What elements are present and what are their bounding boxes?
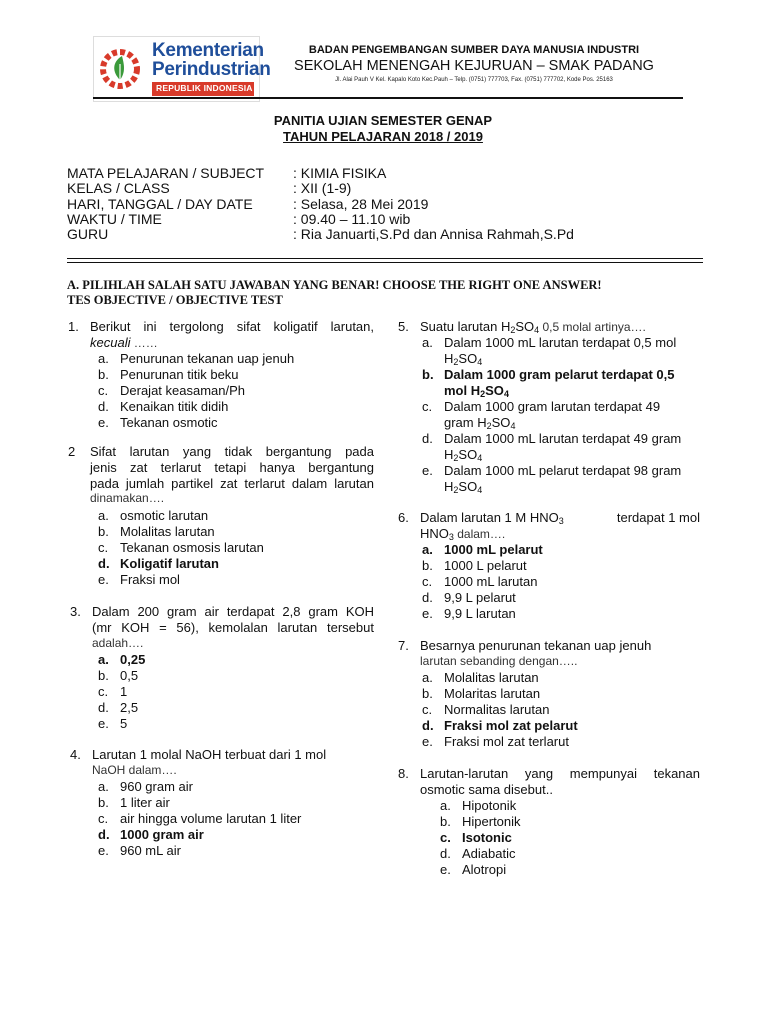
option-letter: b. (98, 367, 109, 382)
option-letter: e. (98, 572, 109, 587)
question-text: jenis zat terlarut tetapi hanya bergantung (90, 459, 374, 475)
option-text: Molalitas larutan (444, 670, 539, 685)
option-letter: a. (98, 351, 109, 366)
option-text: Penurunan titik beku (120, 367, 239, 382)
option-text: 1 (120, 684, 128, 699)
info-value-time: : 09.40 – 11.10 wib (293, 211, 411, 227)
info-label-teacher: GURU (67, 226, 109, 242)
question-text: dalam…. (453, 526, 506, 541)
question-text (420, 319, 705, 336)
question-8 (398, 766, 708, 881)
formula-subscript: 4 (534, 325, 540, 335)
info-value-teacher: : Ria Januarti,S.Pd dan Annisa Rahmah,S.Pd (293, 226, 574, 242)
question-text: larutan sebanding dengan….. (420, 653, 578, 668)
option-text: 960 gram air (120, 779, 193, 794)
question-text: kecuali (90, 334, 131, 350)
info-value-date: : Selasa, 28 Mei 2019 (293, 196, 429, 212)
option-text: Adiabatic (462, 846, 516, 861)
option-text: Fraksi mol zat terlarut (444, 734, 569, 749)
info-label-class: KELAS / CLASS (67, 180, 170, 196)
logo-text-kementerian: Kementerian (152, 40, 264, 61)
option-letter: c. (422, 702, 433, 717)
formula-subscript: 2 (510, 325, 516, 335)
option-letter: b. (98, 795, 109, 810)
option-text: Derajat keasaman/Ph (120, 383, 246, 398)
option-letter: b. (98, 524, 109, 539)
option-formula: $H_2SO_4$ (444, 447, 483, 463)
option-letter: d. (98, 399, 109, 414)
question-text: dinamakan…. (90, 491, 165, 506)
option-text: Fraksi mol (120, 572, 180, 587)
question-text: adalah…. (92, 635, 144, 650)
question-text: (mr KOH = 56), kemolalan larutan tersebut (92, 619, 374, 635)
gear-leaf-icon (98, 42, 142, 96)
option-letter: c. (98, 811, 109, 826)
question-text: Besarnya penurunan tekanan uap jenuh (420, 638, 652, 653)
option-text: 1000 mL pelarut (444, 542, 543, 557)
question-7 (398, 638, 708, 753)
option-letter: c. (98, 540, 109, 555)
agency-name: BADAN PENGEMBANGAN SUMBER DAYA MANUSIA INDUSTRI (308, 44, 640, 56)
option-letter: b. (422, 558, 433, 573)
info-label-time: WAKTU / TIME (67, 211, 162, 227)
option-text: 5 (120, 716, 128, 731)
option-letter: c. (98, 383, 109, 398)
question-number: 7. (398, 638, 409, 653)
option-text: Dalam 1000 gram larutan terdapat 49 (444, 399, 661, 414)
option-letter: c. (422, 574, 433, 589)
option-letter: a. (98, 508, 109, 523)
option-text: Molaritas larutan (444, 686, 541, 701)
option-text: 1 liter air (120, 795, 170, 810)
option-text: 0,25 (120, 652, 146, 667)
option-text: 1000 gram air (120, 827, 204, 842)
option-text: Koligatif larutan (120, 556, 219, 571)
option-letter: d. (422, 718, 434, 733)
question-text: Larutan 1 molal NaOH terbuat dari 1 mol (92, 747, 327, 762)
double-rule-bottom (67, 262, 703, 263)
logo-text-republik: REPUBLIK INDONESIA (156, 83, 253, 93)
option-letter: d. (98, 556, 110, 571)
question-3 (70, 604, 380, 734)
option-letter: e. (98, 716, 109, 731)
option-letter: d. (422, 590, 433, 605)
option-letter: d. (440, 846, 451, 861)
option-formula: gram $H_2SO_4$ (444, 415, 516, 431)
option-text: 960 mL air (120, 843, 181, 858)
question-6 (398, 510, 708, 625)
option-letter: e. (98, 415, 109, 430)
option-text: Hipotonik (462, 798, 517, 813)
option-text: Penurunan tekanan uap jenuh (120, 351, 295, 366)
question-text: Dalam larutan 1 M HNO (420, 510, 559, 525)
question-text: Suatu larutan H (420, 319, 511, 334)
option-text: 0,5 (120, 668, 139, 683)
school-name: SEKOLAH MENENGAH KEJURUAN – SMAK PADANG (294, 58, 654, 74)
header-divider (93, 97, 683, 99)
option-text: Fraksi mol zat pelarut (444, 718, 578, 733)
question-text: pada jumlah partikel zat terlarut dalam larutan (90, 475, 374, 491)
option-letter: a. (422, 542, 433, 557)
question-number: 5. (398, 319, 409, 334)
option-letter: a. (422, 670, 433, 685)
question-number: 4. (70, 747, 81, 762)
question-4 (70, 747, 380, 862)
exam-title: PANITIA UJIAN SEMESTER GENAP (273, 113, 493, 128)
option-text: 9,9 L larutan (444, 606, 516, 621)
option-letter: c. (98, 684, 109, 699)
question-text: osmotic sama disebut.. (420, 781, 553, 797)
option-text: 1000 mL larutan (444, 574, 538, 589)
option-formula: mol $H_2SO_4$ (444, 383, 509, 399)
question-text: NaOH dalam…. (92, 762, 177, 777)
option-letter: a. (440, 798, 451, 813)
option-letter: c. (422, 399, 433, 414)
option-text: Dalam 1000 mL larutan terdapat 49 gram (444, 431, 682, 446)
option-text: Molalitas larutan (120, 524, 215, 539)
option-letter: d. (422, 431, 433, 446)
option-text: 1000 L pelarut (444, 558, 527, 573)
option-letter: d. (98, 827, 110, 842)
option-text: Dalam 1000 mL larutan terdapat 0,5 mol (444, 335, 677, 350)
option-text: Hipertonik (462, 814, 521, 829)
info-label-subject: MATA PELAJARAN / SUBJECT (67, 165, 265, 181)
exam-year: TAHUN PELAJARAN 2018 / 2019 (283, 129, 483, 144)
logo-text-perindustrian: Perindustrian (152, 59, 271, 80)
question-5 (398, 319, 708, 499)
question-number: 3. (70, 604, 81, 619)
question-text: Sifat larutan yang tidak bergantung pada (90, 444, 374, 459)
question-1 (68, 319, 378, 434)
option-letter: c. (440, 830, 451, 845)
option-formula: $H_2SO_4$ (444, 351, 483, 367)
option-letter: b. (422, 367, 434, 382)
question-text: Dalam 200 gram air terdapat 2,8 gram KOH (92, 604, 374, 619)
option-letter: e. (422, 606, 433, 621)
option-letter: a. (98, 652, 109, 667)
option-letter: b. (422, 686, 433, 701)
option-letter: b. (98, 668, 109, 683)
option-letter: a. (98, 779, 109, 794)
option-text: 2,5 (120, 700, 139, 715)
option-text: Tekanan osmosis larutan (120, 540, 264, 555)
option-text: Dalam 1000 gram pelarut terdapat 0,5 (444, 367, 675, 382)
question-text: Larutan-larutan yang mempunyai tekanan (420, 766, 700, 781)
option-letter: e. (440, 862, 451, 877)
option-text: 9,9 L pelarut (444, 590, 516, 605)
option-letter: a. (422, 335, 433, 350)
option-text: Kenaikan titik didih (120, 399, 229, 414)
info-value-subject: : KIMIA FISIKA (293, 165, 387, 181)
option-letter: e. (422, 463, 433, 478)
question-number: 8. (398, 766, 409, 781)
question-text: Berikut ini tergolong sifat koligatif larutan, (90, 319, 374, 334)
question-text: terdapat 1 mol (616, 510, 700, 525)
question-text: HNO (420, 525, 449, 541)
info-value-class: : XII (1-9) (293, 180, 352, 196)
option-text: Alotropi (462, 862, 507, 877)
option-letter: e. (422, 734, 433, 749)
option-text: Tekanan osmotic (120, 415, 218, 430)
school-address: Jl. Alai Pauh V Kel. Kapalo Koto Kec.Pauh – Telp. (0751) 777703, Fax. (0751) 777702, Kode Pos. 25163 (335, 77, 613, 83)
question-text: 0,5 molal artinya…. (539, 320, 646, 334)
question-number: 1. (68, 319, 79, 334)
question-text: …… (130, 335, 158, 350)
option-formula: $H_2SO_4$ (444, 479, 483, 495)
double-rule-top (67, 258, 703, 259)
option-text: osmotic larutan (120, 508, 209, 523)
formula-subscript: 3 (558, 516, 564, 526)
question-number: 2 (68, 444, 76, 459)
section-subtitle: TES OBJECTIVE / OBJECTIVE TEST (67, 293, 283, 307)
section-instruction: A. PILIHLAH SALAH SATU JAWABAN YANG BENAR! CHOOSE THE RIGHT ONE ANSWER! (67, 278, 602, 292)
formula-subscript: 3 (448, 531, 454, 542)
ministry-logo (93, 36, 271, 102)
option-text: Isotonic (462, 830, 512, 845)
option-text: air hingga volume larutan 1 liter (120, 811, 302, 826)
question-number: 6. (398, 510, 409, 525)
option-text: Normalitas larutan (444, 702, 550, 717)
question-text: SO (515, 319, 535, 334)
info-label-date: HARI, TANGGAL / DAY DATE (67, 196, 253, 212)
option-letter: b. (440, 814, 451, 829)
question-2 (68, 444, 378, 594)
option-letter: d. (98, 700, 109, 715)
option-letter: e. (98, 843, 109, 858)
option-text: Dalam 1000 mL pelarut terdapat 98 gram (444, 463, 682, 478)
